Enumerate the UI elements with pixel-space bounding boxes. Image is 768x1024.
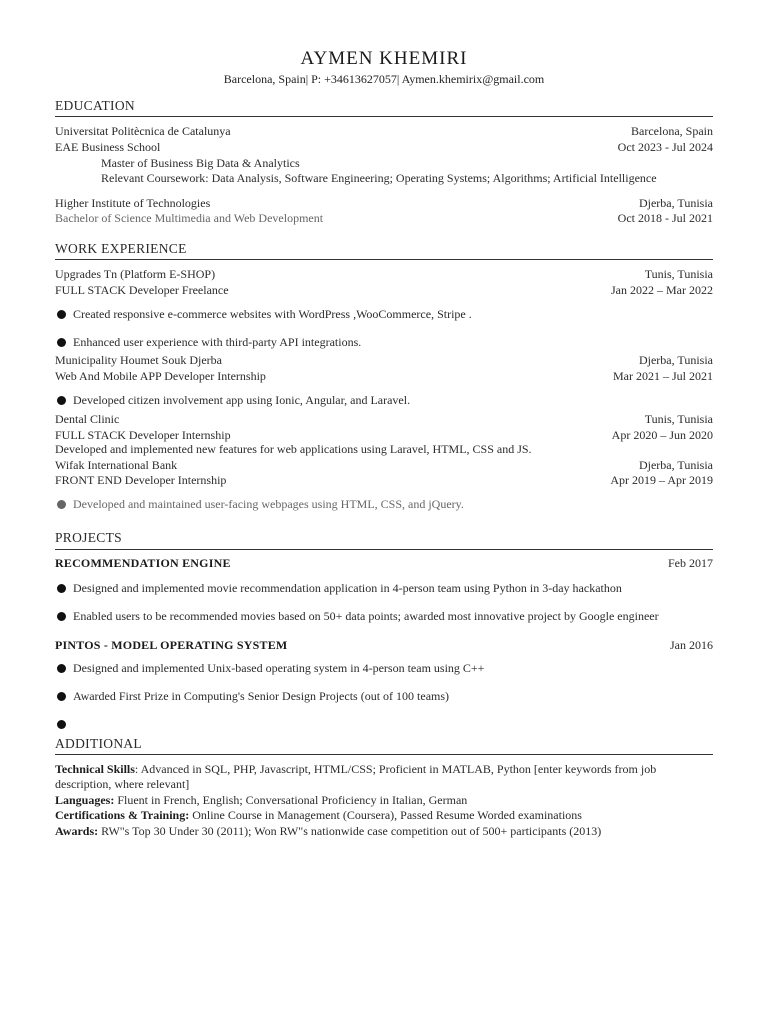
work-divider [55,259,713,260]
bullet-icon [57,664,66,673]
edu-dates-2: Oct 2018 - Jul 2021 [617,211,713,225]
job-location-4: Djerba, Tunisia [638,458,713,472]
contact-line: Barcelona, Spain| P: +34613627057| Aymen.khemirix@gmail.com [223,72,545,86]
projects-divider [55,549,713,550]
edu-location-1: Barcelona, Spain [631,124,713,138]
edu-dates-1: Oct 2023 - Jul 2024 [617,140,713,154]
job-bullet: Developed citizen involvement app using Ionic, Angular, and Laravel. [57,393,410,408]
job-role-3: FULL STACK Developer Internship [55,428,231,442]
bullet-icon [57,584,66,593]
project-bullet: Designed and implemented Unix-based operating system in 4-person team using C++ [57,661,484,676]
edu-degree-1: Master of Business Big Data & Analytics [101,156,300,170]
job-dates-4: Apr 2019 – Apr 2019 [610,473,713,487]
additional-divider [55,754,713,755]
job-company-2: Municipality Houmet Souk Djerba [55,353,222,367]
candidate-name: AYMEN KHEMIRI [300,48,468,69]
job-role-4: FRONT END Developer Internship [55,473,227,487]
job-location-2: Djerba, Tunisia [638,353,713,367]
project-date-1: Feb 2017 [668,556,713,570]
bullet-icon [57,720,66,729]
job-dates-2: Mar 2021 – Jul 2021 [613,369,713,383]
job-role-1: FULL STACK Developer Freelance [55,283,229,297]
job-dates-3: Apr 2020 – Jun 2020 [611,428,713,442]
bullet-icon [57,612,66,621]
job-bullet: Developed and maintained user-facing webpages using HTML, CSS, and jQuery. [57,497,464,512]
job-note-3: Developed and implemented new features for web applications using Laravel, HTML, CSS and JS. [55,442,532,456]
bullet-icon [57,396,66,405]
edu-degree-2: Bachelor of Science Multimedia and Web Development [55,211,324,225]
project-name-1: RECOMMENDATION ENGINE [55,556,231,570]
empty-bullet [57,717,73,732]
job-bullet: Created responsive e-commerce websites with WordPress ,WooCommerce, Stripe . [57,307,472,322]
work-heading: WORK EXPERIENCE [55,241,187,256]
education-heading: EDUCATION [55,98,135,113]
project-name-2: PINTOS - MODEL OPERATING SYSTEM [55,638,288,652]
awards: Awards: RW"s Top 30 Under 30 (2011); Won RW"s nationwide case competition out of 500+ participants (2013) [55,824,602,838]
job-company-1: Upgrades Tn (Platform E-SHOP) [55,267,216,281]
project-bullet: Designed and implemented movie recommendation application in 4-person team using Python in 3-day hackathon [57,581,622,596]
edu-location-2: Djerba, Tunisia [638,196,713,210]
job-company-3: Dental Clinic [55,412,120,426]
bullet-icon [57,692,66,701]
bullet-icon [57,338,66,347]
edu-school-2: EAE Business School [55,140,161,154]
edu-coursework-1: Relevant Coursework: Data Analysis, Software Engineering; Operating Systems; Algorithms; Artificial Intelligence [101,171,657,185]
job-company-4: Wifak International Bank [55,458,178,472]
project-date-2: Jan 2016 [670,638,713,652]
languages: Languages: Fluent in French, English; Conversational Proficiency in Italian, German [55,793,468,807]
certifications: Certifications & Training: Online Course in Management (Coursera), Passed Resume Worded examinations [55,808,582,822]
job-dates-1: Jan 2022 – Mar 2022 [611,283,713,297]
job-role-2: Web And Mobile APP Developer Internship [55,369,266,383]
project-bullet: Awarded First Prize in Computing's Senior Design Projects (out of 100 teams) [57,689,449,704]
technical-skills: Technical Skills: Advanced in SQL, PHP, Javascript, HTML/CSS; Proficient in MATLAB, Python [enter keywords from job description, where relevant] [55,762,657,791]
job-bullet: Enhanced user experience with third-party API integrations. [57,335,361,350]
additional-heading: ADDITIONAL [55,736,142,751]
bullet-icon [57,500,66,509]
job-location-3: Tunis, Tunisia [644,412,713,426]
education-divider [55,116,713,117]
bullet-icon [57,310,66,319]
project-bullet: Enabled users to be recommended movies based on 50+ data points; awarded most innovative project by Google engineer [57,609,659,624]
projects-heading: PROJECTS [55,530,122,545]
edu-school-3: Higher Institute of Technologies [55,196,211,210]
job-location-1: Tunis, Tunisia [644,267,713,281]
edu-school-1: Universitat Politècnica de Catalunya [55,124,231,138]
